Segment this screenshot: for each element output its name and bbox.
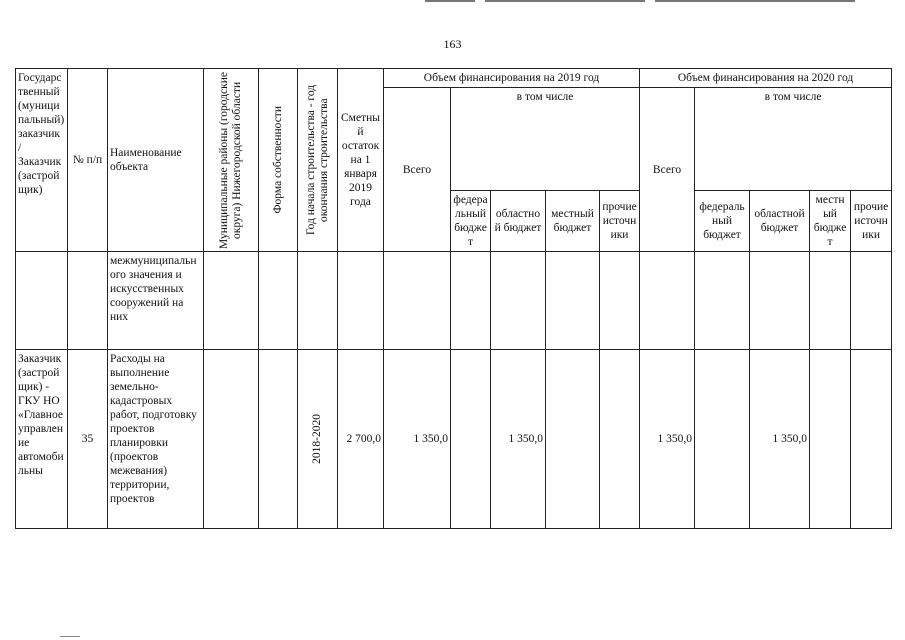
cell-2020-federal xyxy=(695,350,750,529)
cell-customer xyxy=(16,252,68,350)
cell-ownership xyxy=(259,350,298,529)
header-ownership: Форма собственности xyxy=(271,106,284,214)
header-2020-incl: в том числе xyxy=(695,88,892,191)
cell-name: межмуниципального значения и искусственных сооружений на них xyxy=(108,252,204,350)
cell-2020-local xyxy=(810,252,851,350)
header-2020-other: прочие источники xyxy=(851,191,892,252)
header-2020-local: местный бюджет xyxy=(810,191,851,252)
cell-2019-local xyxy=(546,350,600,529)
cell-2020-other xyxy=(851,252,892,350)
header-2020-regional: областной бюджет xyxy=(750,191,810,252)
cell-2020-federal xyxy=(695,252,750,350)
cell-2020-total xyxy=(640,252,695,350)
cell-name: Расходы на выполнение земельно-кадастровых работ, подготовку проектов планировки (проектов межевания) территории, проектов xyxy=(108,350,204,529)
cell-estimate: 2 700,0 xyxy=(338,350,384,529)
header-years: Год начала строительства - год окончания строительства xyxy=(304,84,330,236)
cell-2019-regional: 1 350,0 xyxy=(491,350,546,529)
cell-2019-other xyxy=(600,252,640,350)
header-name: Наименование объекта xyxy=(108,69,204,252)
cell-years: 2018-2020 xyxy=(311,414,323,464)
header-2019-incl: в том числе xyxy=(451,88,640,191)
cell-district xyxy=(204,252,259,350)
header-row-1 xyxy=(16,69,892,88)
cell-2019-local xyxy=(546,252,600,350)
cell-2020-regional xyxy=(750,252,810,350)
cell-2019-total: 1 350,0 xyxy=(384,350,451,529)
header-2019-regional: областной бюджет xyxy=(491,191,546,252)
cell-2019-federal xyxy=(451,252,491,350)
cell-2019-regional xyxy=(491,252,546,350)
header-2019-federal: федеральный бюджет xyxy=(451,191,491,252)
cell-2019-total xyxy=(384,252,451,350)
header-districts-cell xyxy=(204,69,259,252)
cell-2020-regional: 1 350,0 xyxy=(750,350,810,529)
header-2019-local: местный бюджет xyxy=(546,191,600,252)
top-edge-marks xyxy=(410,0,880,2)
cell-num: 35 xyxy=(68,350,108,529)
header-num: № п/п xyxy=(68,69,108,252)
header-customer: Государственный (муниципальный) заказчик / Заказчик (застройщик) xyxy=(16,69,68,252)
cell-num xyxy=(68,252,108,350)
header-fin2020: Объем финансирования на 2020 год xyxy=(640,69,892,88)
header-2019-total: Всего xyxy=(384,88,451,252)
header-2020-federal: федеральный бюджет xyxy=(695,191,750,252)
header-ownership-cell xyxy=(259,69,298,252)
cell-2019-other xyxy=(600,350,640,529)
cell-2019-federal xyxy=(451,350,491,529)
cell-2020-total: 1 350,0 xyxy=(640,350,695,529)
cell-district xyxy=(204,350,259,529)
table-row xyxy=(16,252,892,350)
header-2019-other: прочие источники xyxy=(600,191,640,252)
cell-2020-other xyxy=(851,350,892,529)
header-fin2019: Объем финансирования на 2019 год xyxy=(384,69,640,88)
cell-2020-local xyxy=(810,350,851,529)
cell-estimate xyxy=(338,252,384,350)
page-number: 163 xyxy=(443,37,462,51)
cell-customer: Заказчик (застройщик) - ГКУ НО «Главное управление автомобильны xyxy=(16,350,68,529)
cell-years xyxy=(298,252,338,350)
financing-table xyxy=(15,68,892,529)
table-row xyxy=(16,350,892,529)
cell-years-cell xyxy=(298,350,338,529)
header-districts: Муниципальные районы (городские округа) Нижегородской области xyxy=(218,71,243,249)
header-years-cell xyxy=(298,69,338,252)
cell-ownership xyxy=(259,252,298,350)
header-estimate: Сметный остаток на 1 января 2019 года xyxy=(338,69,384,252)
header-2020-total: Всего xyxy=(640,88,695,252)
